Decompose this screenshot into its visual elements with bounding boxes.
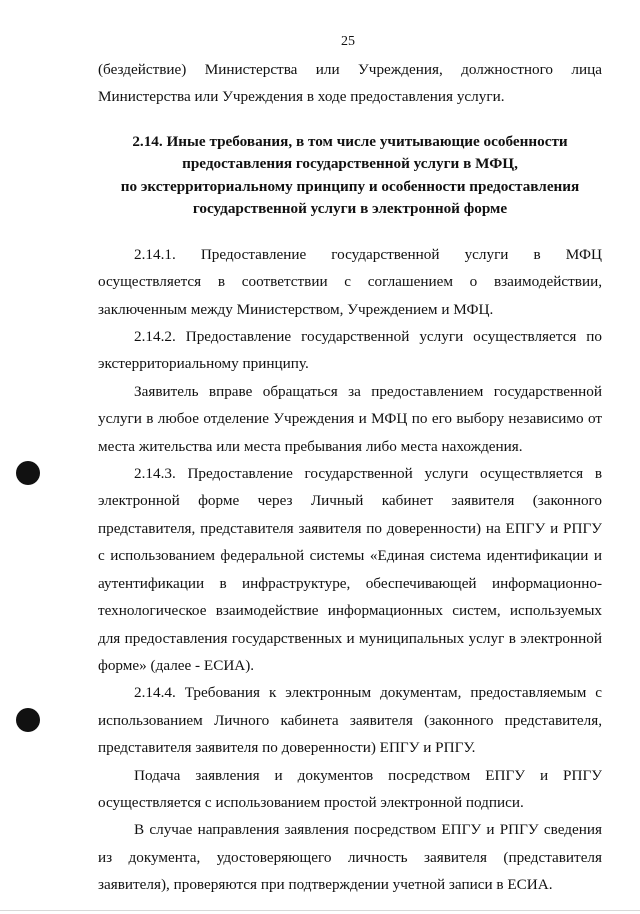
paragraph-2-14-3: 2.14.3. Предоставление государственной услуги осуществляется в электронной форме через Личный кабинет заявителя (законного представителя, представителя заявителя по доверенности) на ЕПГУ и РПГУ с использованием федеральной системы «Единая система идентификации и аутентификации в инфраструктуре, обеспечивающей информационно-технологическое взаимодействие информационных систем, используемых для предоставления государственных и муниципальных услуг в электронной форме» (далее - ЕСИА). (98, 465, 602, 674)
paragraph-identity-check: В случае направления заявления посредством ЕПГУ и РПГУ сведения из документа, удостоверяющего личность заявителя (представителя заявителя), проверяются при подтверждении учетной записи в ЕСИА. (98, 821, 602, 894)
section-heading-line: по экстерриториальному принципу и особенности предоставления (120, 177, 580, 195)
paragraph-2-14-2: 2.14.2. Предоставление государственной услуги осуществляется по экстерриториальному принципу. (98, 328, 602, 373)
binder-hole (16, 708, 40, 732)
section-heading-line: предоставления государственной услуги в МФЦ, (182, 155, 518, 173)
section-heading-line: 2.14. Иные требования, в том числе учитывающие особенности (132, 132, 568, 150)
scan-edge-line (0, 910, 640, 911)
intro-paragraph: (бездействие) Министерства или Учреждения, должностного лица Министерства или Учреждения в ходе предоставления услуги. (98, 61, 602, 106)
binder-hole (16, 461, 40, 485)
document-body (98, 56, 602, 899)
section-heading (98, 131, 602, 221)
paragraph-applicant-right: Заявитель вправе обращаться за предоставлением государственной услуги в любое отделение Учреждения и МФЦ по его выбору независимо от места жительства или места пребывания либо места нахождения. (98, 382, 602, 455)
paragraph-simple-signature: Подача заявления и документов посредством ЕПГУ и РПГУ осуществляется с использованием простой электронной подписи. (98, 766, 602, 811)
paragraph-2-14-1: 2.14.1. Предоставление государственной услуги в МФЦ осуществляется в соответствии с соглашением о взаимодействии, заключенным между Министерством, Учреждением и МФЦ. (98, 245, 602, 318)
paragraph-2-14-4: 2.14.4. Требования к электронным документам, предоставляемым с использованием Личного кабинета заявителя (законного представителя, представителя заявителя по доверенности) ЕПГУ и РПГУ. (98, 684, 602, 757)
section-heading-line: государственной услуги в электронной форме (192, 200, 508, 218)
page-number: 25 (341, 34, 355, 49)
